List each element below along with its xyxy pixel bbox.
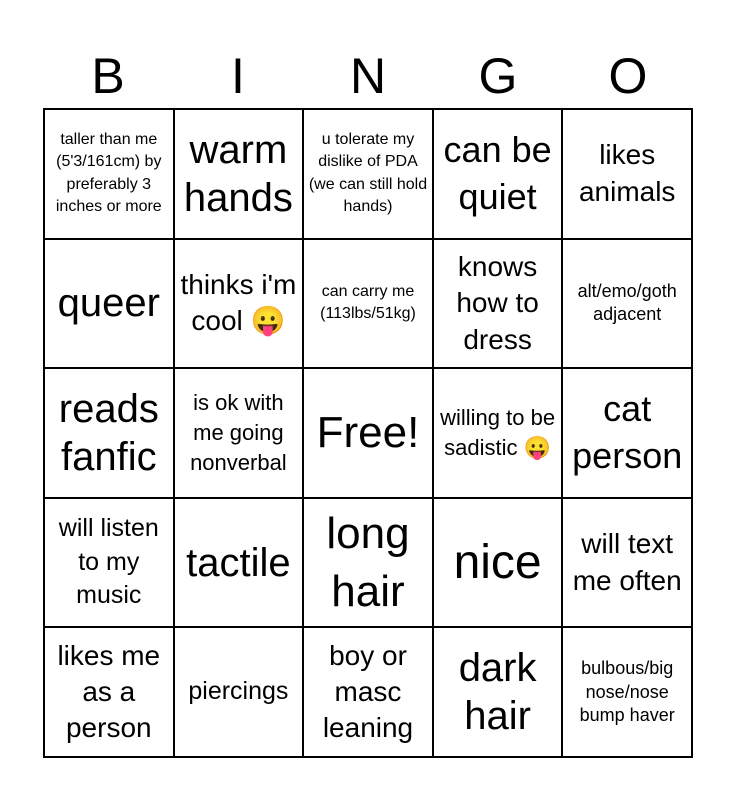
bingo-cell[interactable] (433, 109, 563, 239)
cell-text: can be quiet (443, 129, 552, 217)
cell-text: warm hands (183, 127, 293, 220)
bingo-cell[interactable] (562, 627, 692, 757)
cell-text: thinks i'm cool 😛 (180, 269, 297, 337)
bingo-cell[interactable] (44, 109, 174, 239)
bingo-cell[interactable] (433, 498, 563, 628)
bingo-cell[interactable] (303, 239, 433, 369)
cell-text: taller than me (5'3/161cm) by preferably 3 inches or more (55, 131, 162, 216)
header-letter-o: O (608, 48, 648, 104)
cell-text: tactile (186, 540, 291, 585)
cell-text: likes me as a person (57, 639, 161, 744)
cell-text: nice (453, 535, 542, 589)
cell-text: queer (57, 281, 160, 326)
bingo-cell[interactable] (44, 368, 174, 498)
cell-text: Free! (316, 408, 420, 458)
bingo-cell[interactable] (433, 627, 563, 757)
cell-text: dark hair (458, 646, 537, 739)
cell-text: is ok with me going nonverbal (190, 390, 287, 475)
bingo-grid (43, 108, 693, 758)
bingo-cell[interactable] (174, 109, 304, 239)
bingo-header (43, 46, 693, 108)
cell-text: alt/emo/goth adjacent (577, 281, 677, 325)
header-letter-g: G (478, 48, 518, 104)
cell-text: u tolerate my dislike of PDA (we can still hold hands) (308, 131, 428, 216)
bingo-cell[interactable] (174, 368, 304, 498)
bingo-cell[interactable] (44, 239, 174, 369)
bingo-cell[interactable] (174, 627, 304, 757)
cell-text: boy or masc leaning (322, 639, 414, 744)
bingo-cell[interactable] (303, 498, 433, 628)
cell-text: willing to be sadistic 😛 (440, 405, 556, 460)
bingo-cell[interactable] (433, 368, 563, 498)
cell-text: knows how to dress (456, 250, 539, 355)
bingo-cell[interactable] (44, 498, 174, 628)
bingo-cell[interactable] (433, 239, 563, 369)
bingo-cell[interactable] (562, 109, 692, 239)
cell-text: can carry me (113lbs/51kg) (320, 283, 416, 323)
cell-text: reads fanfic (58, 386, 159, 479)
bingo-cell[interactable] (562, 368, 692, 498)
header-letter-b: B (91, 48, 125, 104)
bingo-cell[interactable] (303, 627, 433, 757)
header-letter-n: N (349, 48, 387, 104)
cell-text: cat person (572, 388, 683, 476)
bingo-cell[interactable] (44, 627, 174, 757)
cell-text: piercings (188, 677, 289, 706)
bingo-cell[interactable] (303, 109, 433, 239)
cell-text: will text me often (572, 528, 682, 596)
bingo-cell[interactable] (562, 498, 692, 628)
cell-text: long hair (326, 509, 410, 616)
bingo-cell[interactable] (174, 498, 304, 628)
bingo-cell[interactable] (562, 239, 692, 369)
cell-text: likes animals (578, 139, 676, 207)
header-letter-i: I (231, 48, 245, 104)
cell-text: will listen to my music (58, 513, 159, 610)
free-space-cell[interactable] (303, 368, 433, 498)
bingo-cell[interactable] (174, 239, 304, 369)
cell-text: bulbous/big nose/nose bump haver (579, 658, 675, 725)
